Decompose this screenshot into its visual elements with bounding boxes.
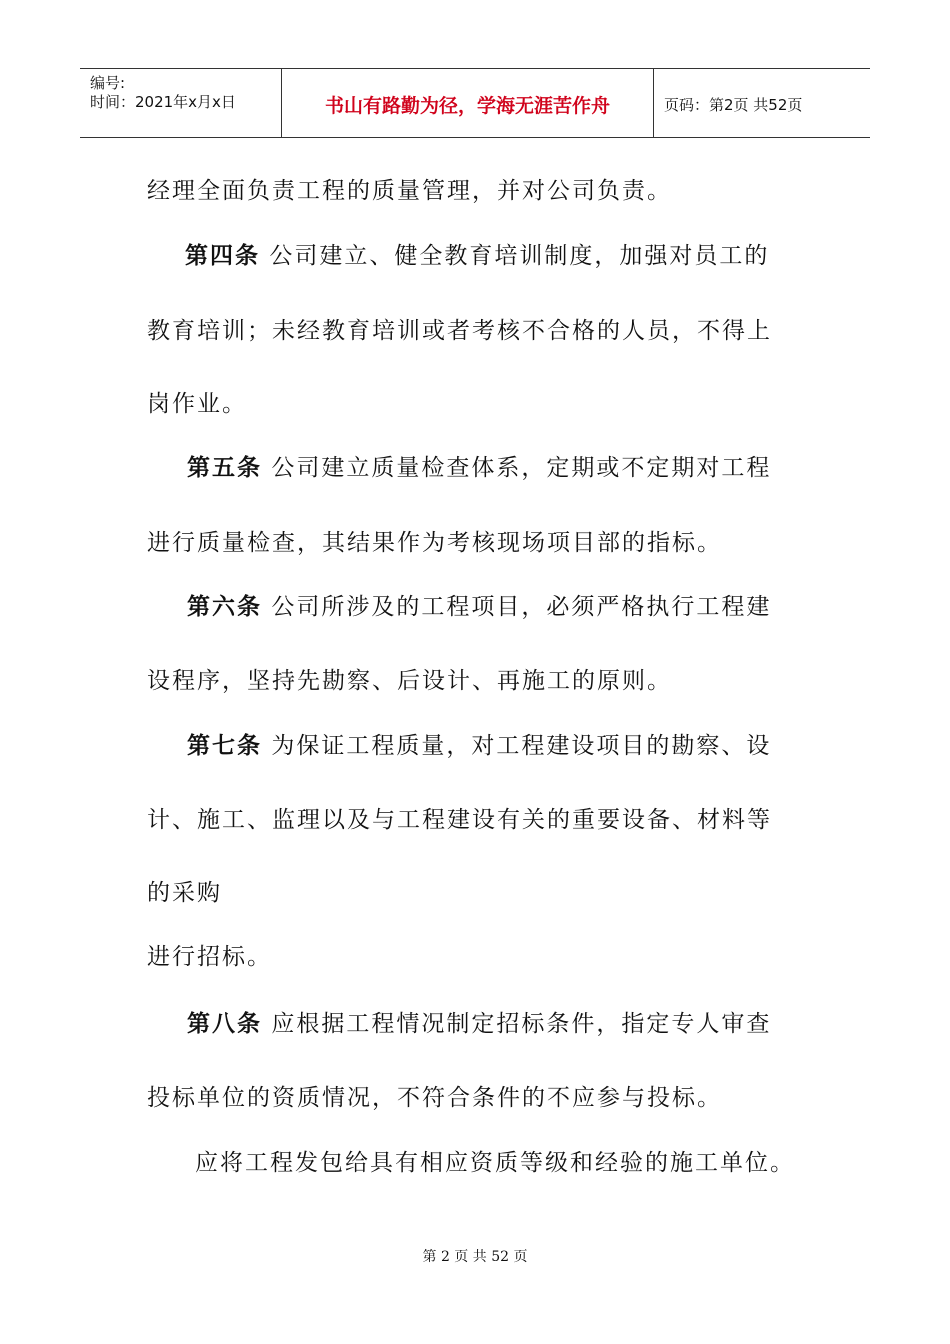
article-7-line-4: 进行招标。 (147, 944, 272, 970)
article-7-text-1: 为保证工程质量，对工程建设项目的勘察、设 (271, 733, 772, 759)
article-8-line-2: 投标单位的资质情况，不符合条件的不应参与投标。 (147, 1085, 722, 1111)
article-6-line-1 (187, 588, 771, 621)
article-8-title: 第八条 (187, 1010, 262, 1037)
article-6-title: 第六条 (187, 593, 262, 620)
article-5-line-2: 进行质量检查，其结果作为考核现场项目部的指标。 (147, 530, 722, 556)
header-motto-cell (282, 69, 654, 137)
article-7-line-2: 计、施工、监理以及与工程建设有关的重要设备、材料等 (147, 807, 772, 833)
article-4-line-3: 岗作业。 (147, 391, 247, 417)
doc-date: 时间：2021年x月x日 (90, 93, 236, 111)
article-8-text-1: 应根据工程情况制定招标条件，指定专人审查 (271, 1011, 772, 1037)
article-7-title: 第七条 (187, 732, 262, 759)
article-4-line-1 (185, 237, 769, 270)
header-motto: 书山有路勤为径，学海无涯苦作舟 (324, 95, 610, 117)
article-4-text-1: 公司建立、健全教育培训制度，加强对员工的 (269, 243, 770, 269)
article-4-line-2: 教育培训；未经教育培训或者考核不合格的人员，不得上 (147, 318, 772, 344)
article-6-line-2: 设程序，坚持先勘察、后设计、再施工的原则。 (147, 668, 672, 694)
header-meta (80, 69, 282, 137)
article-6-text-1: 公司所涉及的工程项目，必须严格执行工程建 (271, 594, 772, 620)
header-page-info: 页码：第2页 共52页 (664, 96, 803, 114)
page-footer: 第 2 页 共 52 页 (422, 1249, 528, 1265)
article-5-title: 第五条 (187, 454, 262, 481)
article-7-line-1 (187, 727, 771, 760)
body-line: 经理全面负责工程的质量管理，并对公司负责。 (147, 178, 672, 204)
article-8-line-1 (187, 1005, 771, 1038)
page-header (80, 68, 870, 138)
header-page-cell (654, 69, 870, 137)
body-last-line: 应将工程发包给具有相应资质等级和经验的施工单位。 (195, 1150, 795, 1176)
article-4-title: 第四条 (185, 242, 260, 269)
article-5-line-1 (187, 449, 771, 482)
doc-number-label: 编号: (90, 74, 126, 92)
article-7-line-3: 的采购 (147, 880, 222, 906)
article-5-text-1: 公司建立质量检查体系，定期或不定期对工程 (271, 455, 772, 481)
